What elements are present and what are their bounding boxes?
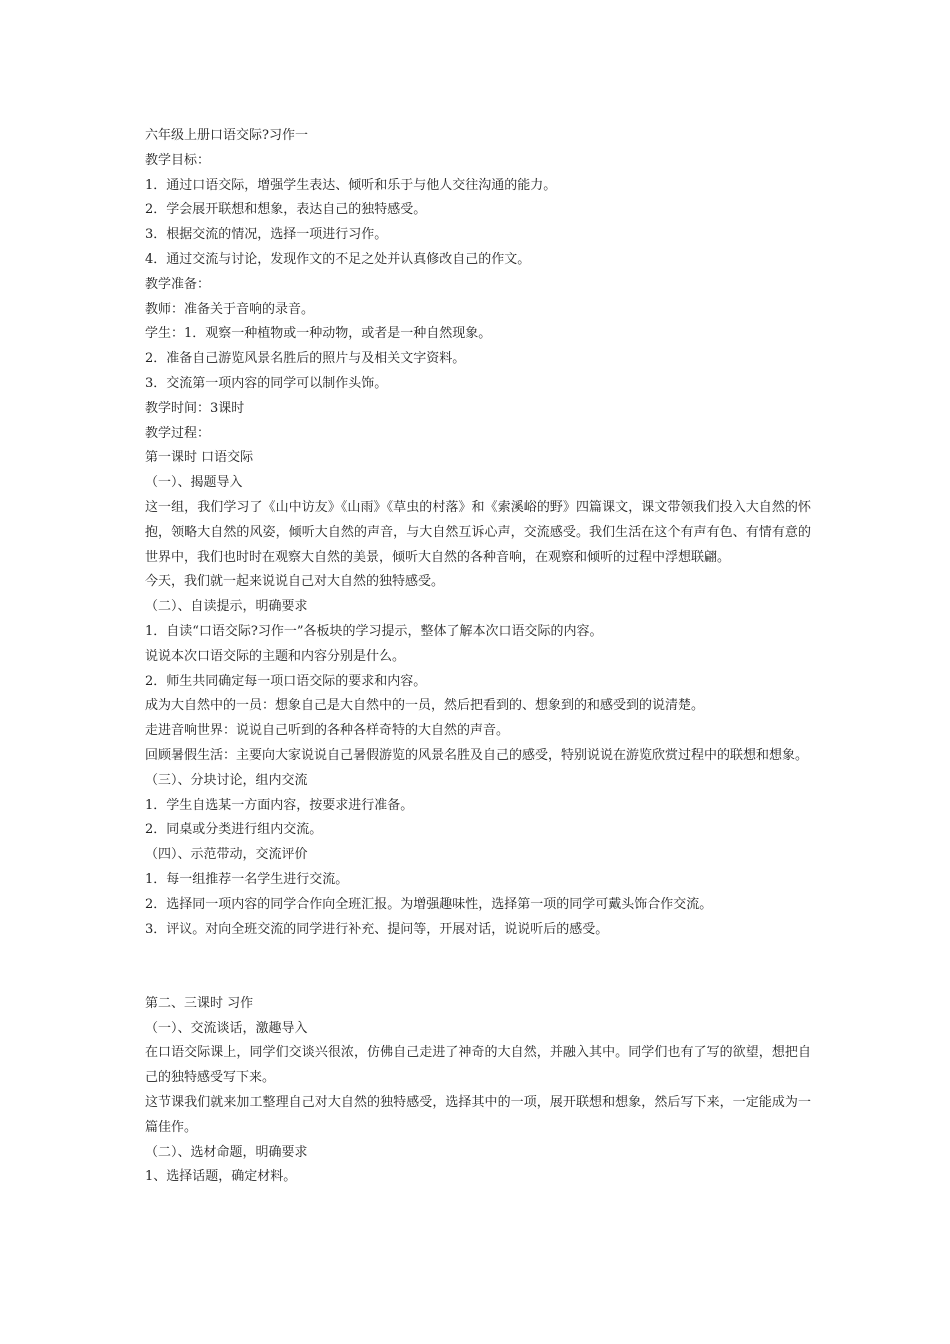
step-3-item-2: 2．同桌或分类进行组内交流。 [145, 822, 323, 838]
document-title: 六年级上册口语交际?习作一 [145, 128, 308, 143]
step-heading-2: （二）、自读提示，明确要求 [145, 599, 308, 615]
section-heading-preparation: 教学准备： [145, 276, 211, 292]
topic-summer-review: 回顾暑假生活：主要向大家说说自己暑假游览的风景名胜及自己的感受，特别说说在游览欣赏过程中的联想和想象。 [145, 747, 809, 763]
step-4-item-3: 3．评议。对向全班交流的同学进行补充、提问等，开展对话，说说听后的感受。 [145, 921, 609, 937]
section-heading-process: 教学过程： [145, 425, 211, 441]
preparation-student-2: 2．准备自己游览风景名胜后的照片与及相关文字资料。 [145, 351, 466, 367]
lesson-one-heading: 第一课时 口语交际 [145, 450, 254, 466]
step-heading-3: （三）、分块讨论，组内交流 [145, 772, 308, 788]
goal-item-4: 4．通过交流与讨论，发现作文的不足之处并认真修改自己的作文。 [145, 251, 531, 267]
paragraph-today: 今天，我们就一起来说说自己对大自然的独特感受。 [145, 574, 445, 590]
step-4-item-2: 2．选择同一项内容的同学合作向全班汇报。为增强趣味性，选择第一项的同学可戴头饰合作交流。 [145, 896, 713, 912]
writing-step-2-item-1: 1、选择话题，确定材料。 [145, 1169, 297, 1185]
preparation-student-1: 学生：1．观察一种植物或一种动物，或者是一种自然现象。 [145, 326, 492, 342]
step-heading-4: （四）、示范带动，交流评价 [145, 847, 308, 863]
section-heading-goals: 教学目标： [145, 152, 211, 168]
document-page [145, 124, 811, 1190]
section-gap [145, 942, 811, 992]
topic-nature-member: 成为大自然中的一员：想象自己是大自然中的一员，然后把看到的、想象到的和感受到的说清楚。 [145, 698, 705, 714]
step-2-note: 说说本次口语交际的主题和内容分别是什么。 [145, 648, 406, 664]
topic-sound-world: 走进音响世界：说说自己听到的各种各样奇特的大自然的声音。 [145, 723, 510, 739]
lesson-plan-part-one [145, 124, 811, 942]
step-heading-1: （一）、揭题导入 [145, 475, 243, 491]
step-2-item-2: 2．师生共同确定每一项口语交际的要求和内容。 [145, 673, 427, 689]
goal-item-3: 3．根据交流的情况，选择一项进行习作。 [145, 227, 388, 243]
step-3-item-1: 1．学生自选某一方面内容，按要求进行准备。 [145, 797, 414, 813]
writing-paragraph-1: 在口语交际课上，同学们交谈兴很浓，仿佛自己走进了神奇的大自然，并融入其中。同学们也有了写的欲望，想把自己的独特感受写下来。 [145, 1045, 811, 1086]
preparation-teacher: 教师：准备关于音响的录音。 [145, 301, 315, 317]
lesson-plan-part-two [145, 992, 811, 1190]
writing-step-heading-2: （二）、选材命题，明确要求 [145, 1144, 308, 1160]
paragraph-intro: 这一组，我们学习了《山中访友》《山雨》《草虫的村落》和《索溪峪的野》四篇课文，课文带领我们投入大自然的怀抱，领略大自然的风姿，倾听大自然的声音，与大自然互诉心声，交流感受。我们生活在这个有声有色、有情有意的世界中，我们也时时在观察大自然的美景，倾听大自然的各种音响，在观察和倾听的过程中浮想联翩。 [145, 499, 811, 565]
step-2-item-1: 1．自读“口语交际?习作一”各板块的学习提示，整体了解本次口语交际的内容。 [145, 623, 603, 639]
lesson-two-heading: 第二、三课时 习作 [145, 995, 254, 1011]
writing-paragraph-2: 这节课我们就来加工整理自己对大自然的独特感受，选择其中的一项，展开联想和想象，然后写下来，一定能成为一篇佳作。 [145, 1095, 811, 1135]
teaching-time: 教学时间：3课时 [145, 400, 245, 416]
preparation-student-3: 3．交流第一项内容的同学可以制作头饰。 [145, 375, 388, 391]
goal-item-1: 1．通过口语交际，增强学生表达、倾听和乐于与他人交往沟通的能力。 [145, 177, 557, 193]
goal-item-2: 2．学会展开联想和想象，表达自己的独特感受。 [145, 202, 427, 218]
step-4-item-1: 1．每一组推荐一名学生进行交流。 [145, 871, 349, 887]
writing-step-heading-1: （一）、交流谈话，激趣导入 [145, 1020, 308, 1036]
